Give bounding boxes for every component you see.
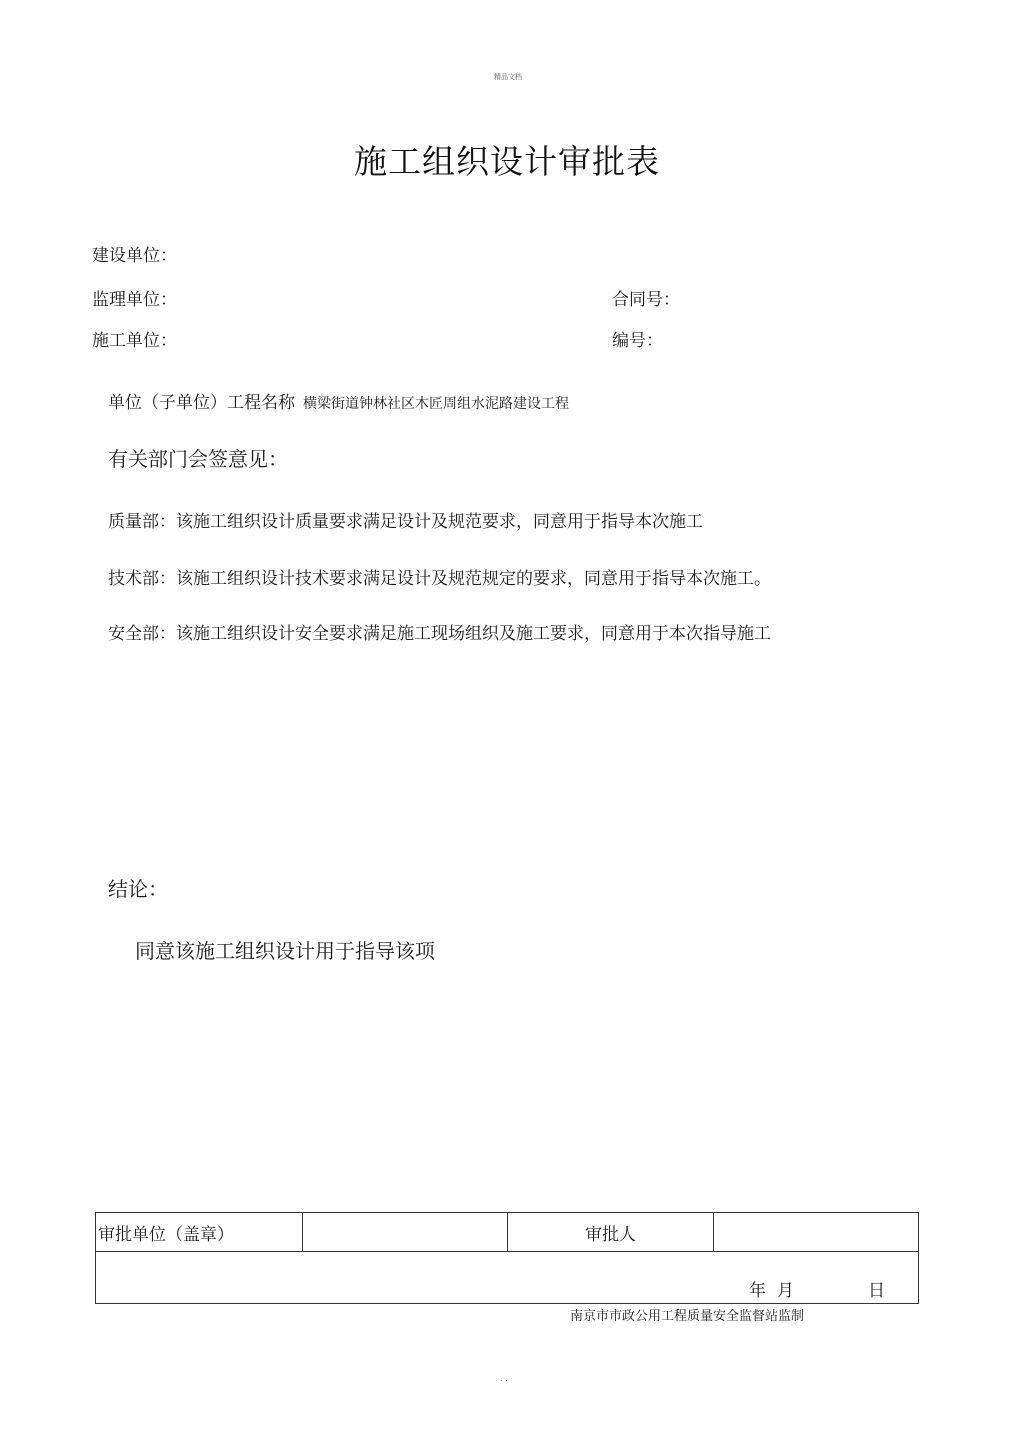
construction-unit-label: 建设单位： xyxy=(92,246,177,266)
page-mark: . . xyxy=(500,1374,508,1383)
date-row xyxy=(96,1252,919,1304)
document-title: 施工组织设计审批表 xyxy=(354,142,660,181)
approver-label: 审批人 xyxy=(508,1213,714,1252)
conclusion-label: 结论： xyxy=(108,877,168,901)
approval-table xyxy=(95,1212,919,1304)
date-year: 年 xyxy=(749,1281,766,1301)
date-month: 月 xyxy=(777,1281,794,1301)
opinions-heading: 有关部门会签意见： xyxy=(108,447,288,471)
contract-no-label: 合同号： xyxy=(612,290,680,310)
approval-unit-value xyxy=(303,1213,508,1252)
date-day: 日 xyxy=(868,1281,885,1301)
opinion-technical: 技术部：该施工组织设计技术要求满足设计及规范规定的要求，同意用于指导本次施工。 xyxy=(108,569,771,589)
project-name-value: 横梁街道钟林社区木匠周组水泥路建设工程 xyxy=(303,396,569,412)
opinion-safety: 安全部：该施工组织设计安全要求满足施工现场组织及施工要求，同意用于本次指导施工 xyxy=(108,624,771,644)
approver-value xyxy=(714,1213,919,1252)
approval-unit-label: 审批单位（盖章） xyxy=(96,1213,303,1252)
serial-no-label: 编号： xyxy=(612,331,663,351)
project-name-row xyxy=(108,388,569,413)
footer-organization: 南京市市政公用工程质量安全监督站监制 xyxy=(570,1309,805,1324)
project-name-label: 单位（子单位）工程名称 xyxy=(108,393,295,413)
builder-unit-label: 施工单位： xyxy=(92,331,177,351)
opinion-quality: 质量部：该施工组织设计质量要求满足设计及规范要求，同意用于指导本次施工 xyxy=(108,512,703,532)
header-watermark: 精品文档 xyxy=(494,73,522,81)
conclusion-text: 同意该施工组织设计用于指导该项 xyxy=(135,939,435,963)
supervision-unit-label: 监理单位： xyxy=(92,290,177,310)
